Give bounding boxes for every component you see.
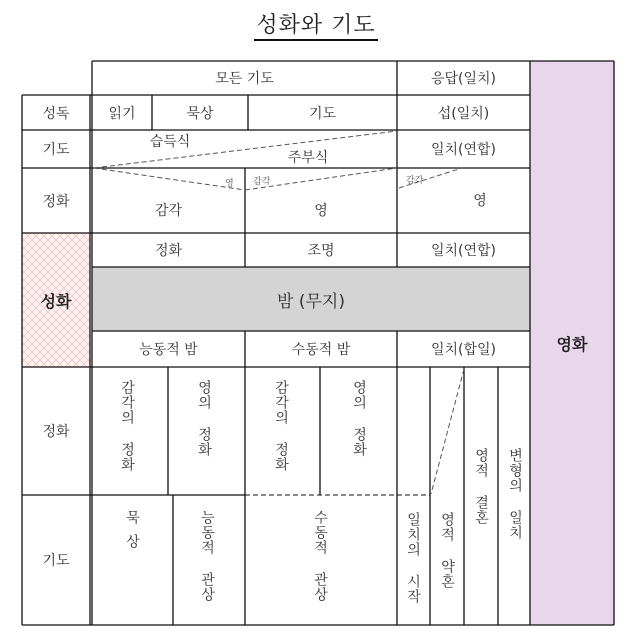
spiritual-marriage: 영적 결혼 [473,448,489,525]
small-sense-label-1: 감각 [253,177,271,187]
sense-purification: 감각의 정화 [119,380,135,472]
sense-cell: 감각 [154,203,183,219]
night-band: 밤 (무지) [277,291,345,312]
row-label-reading: 성독 [42,105,70,122]
purify-cell: 정화 [154,243,183,259]
page-title: 성화와 기도 [0,8,632,39]
spirit-purification: 영의 정화 [196,380,212,457]
passive-sense-purification: 감각의 정화 [273,380,289,472]
acquired-prayer: 습득식 [149,134,191,150]
infused-prayer: 주부식 [287,150,329,166]
sanctification-union-cell: 일치(연합) [430,243,497,259]
row-label-sanctification: 성화 [40,291,72,311]
active-contemplation: 능동적 관상 [199,510,215,602]
cell-read: 읽기 [108,105,136,122]
row-label-purification: 정화 [42,193,70,210]
spiritual-betrothal: 영적 약혼 [439,512,455,589]
meditation-cell: 묵상 [124,510,140,558]
transforming-union: 변형의 일치 [507,448,523,540]
passive-contemplation: 수동적 관상 [312,510,328,602]
cell-meditate: 묵상 [186,105,214,122]
prayer-union: 일치(연합) [430,142,497,158]
cell-union: 섭(일치) [437,105,490,122]
illumination-cell: 조명 [307,243,335,259]
cell-pray: 기도 [308,105,337,122]
passive-spirit-purification: 영의 정화 [351,380,367,457]
small-sense-label-2: 감각 [406,176,424,186]
glorification-column: 영화 [556,334,588,354]
header-all-prayer: 모든 기도 [215,71,274,87]
row-label-purification-2: 정화 [42,424,70,440]
unity-cell: 일치(합일) [430,342,497,358]
passive-night-cell: 수동적 밤 [291,342,351,358]
header-response: 응답(일치) [430,71,497,87]
small-spirit-label: 영 [225,179,234,189]
active-night-cell: 능동적 밤 [139,342,198,358]
union-start: 일치의 시작 [405,512,421,604]
spirit-cell-right: 영 [473,193,487,209]
row-label-prayer-2: 기도 [42,553,70,569]
row-label-prayer: 기도 [42,142,70,158]
spirit-cell: 영 [314,203,328,219]
